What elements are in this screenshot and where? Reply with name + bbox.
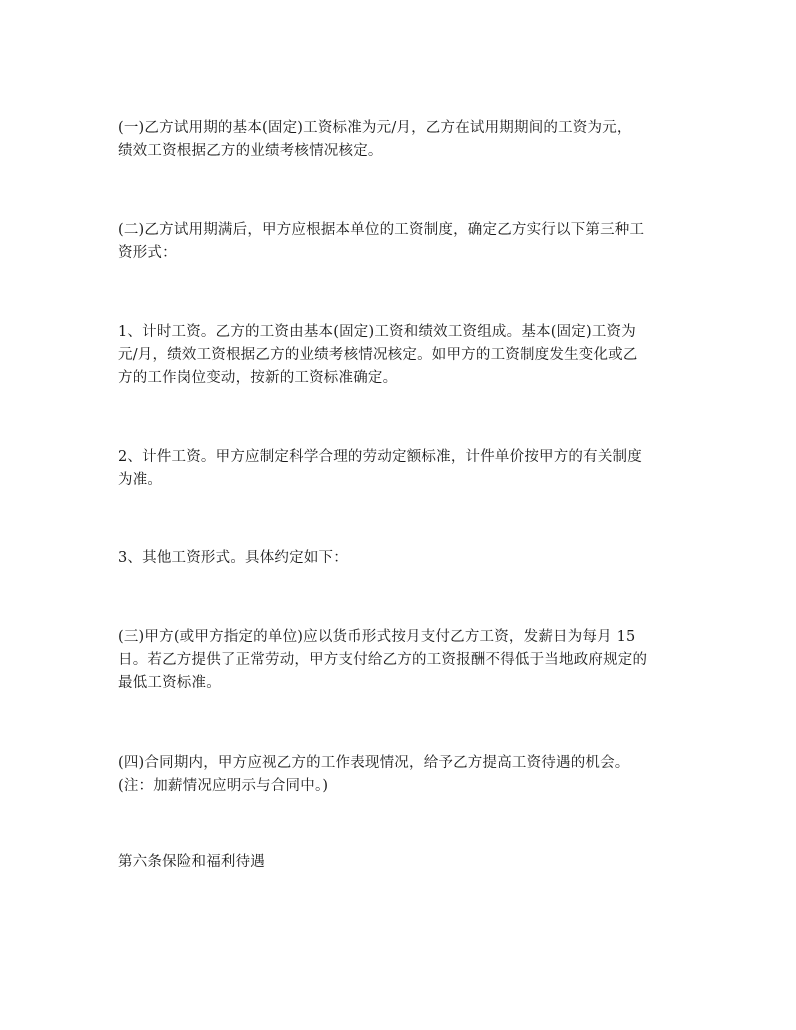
- paragraph-piece-rate-wage: [118, 446, 688, 492]
- paragraph-line: 2、计件工资。甲方应制定科学合理的劳动定额标准，计件单价按甲方的有关制度: [118, 449, 642, 465]
- paragraph-wage-increase: [118, 752, 688, 798]
- paragraph-line: 绩效工资根据乙方的业绩考核情况核定。: [118, 143, 383, 159]
- paragraph-line: 方的工作岗位变动，按新的工资标准确定。: [118, 370, 398, 386]
- paragraph-line: 日。若乙方提供了正常劳动，甲方支付给乙方的工资报酬不得低于当地政府规定的: [118, 652, 648, 668]
- paragraph-line: (四)合同期内，甲方应视乙方的工作表现情况，给予乙方提高工资待遇的机会。: [118, 755, 630, 771]
- paragraph-line: (二)乙方试用期满后，甲方应根据本单位的工资制度，确定乙方实行以下第三种工: [118, 222, 645, 238]
- paragraph-time-based-wage: [118, 321, 688, 390]
- paragraph-line: 资形式：: [118, 245, 177, 261]
- paragraph-line: (注：加薪情况应明示与合同中。): [118, 778, 329, 794]
- paragraph-post-probation-wage-form: [118, 219, 688, 265]
- section-heading-insurance-welfare: [118, 851, 688, 874]
- paragraph-line: 最低工资标准。: [118, 675, 221, 691]
- paragraph-line: 为准。: [118, 472, 163, 488]
- paragraph-line: 元/月，绩效工资根据乙方的业绩考核情况核定。如甲方的工资制度发生变化或乙: [118, 347, 638, 363]
- paragraph-probation-wage: [118, 117, 688, 163]
- paragraph-payment-schedule: [118, 626, 688, 695]
- paragraph-other-wage-form: [118, 547, 688, 570]
- paragraph-line: 1、计时工资。乙方的工资由基本(固定)工资和绩效工资组成。基本(固定)工资为: [118, 324, 636, 340]
- paragraph-line: (一)乙方试用期的基本(固定)工资标准为元/月，乙方在试用期期间的工资为元，: [118, 120, 632, 136]
- section-heading-text: 第六条保险和福利待遇: [118, 854, 265, 870]
- paragraph-line: (三)甲方(或甲方指定的单位)应以货币形式按月支付乙方工资，发薪日为每月 15: [118, 629, 636, 645]
- paragraph-line: 3、其他工资形式。具体约定如下：: [118, 550, 348, 566]
